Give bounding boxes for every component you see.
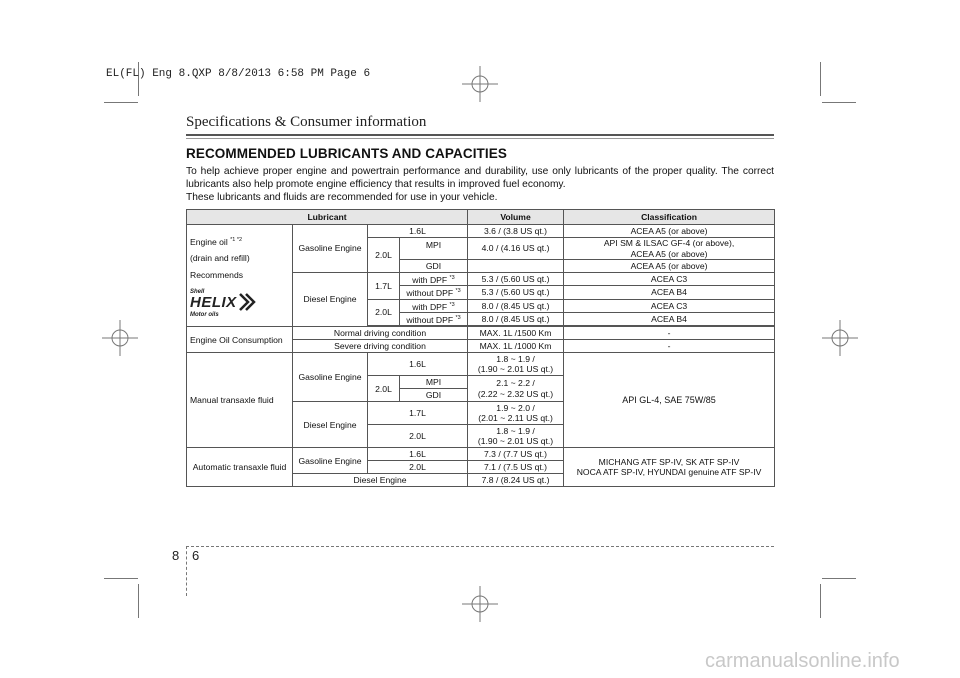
chapter-header: Specifications & Consumer information: [186, 114, 427, 130]
consumption-severe-cls: -: [564, 340, 775, 353]
eo-d-17-with-vol: 5.3 / (5.60 US qt.): [468, 273, 564, 286]
consumption-severe: Severe driving condition: [293, 340, 468, 353]
eo-g-20: 2.0L: [368, 238, 400, 273]
page-divider: [186, 546, 187, 596]
header-classification: Classification: [564, 210, 775, 225]
eo-d-20-with-vol: 8.0 / (8.45 US qt.): [468, 299, 564, 312]
logo-sub: Motor oils: [190, 312, 219, 319]
auto-g-20: 2.0L: [368, 461, 468, 474]
manual-g-20-vol-2: (2.22 ~ 2.32 US qt.): [477, 388, 554, 399]
table-row: [187, 225, 775, 238]
engine-oil-drain: (drain and refill): [190, 253, 250, 264]
eo-d-17-with: with DPF $^{*3}$: [400, 273, 468, 286]
manual-g-20-vol: [468, 376, 564, 402]
auto-g-20-vol: 7.1 / (7.5 US qt.): [468, 461, 564, 474]
manual-d-20-vol-2: (1.90 ~ 2.01 US qt.): [477, 436, 554, 447]
logo-brand: Shell: [190, 289, 205, 296]
engine-oil-label: Engine oil $^{*1 *2}$: [190, 236, 243, 247]
eo-d-20-without-cls: ACEA B4: [564, 313, 775, 326]
manual-g-16: 1.6L: [368, 353, 468, 376]
crop-mark: [820, 62, 821, 96]
auto-g-16-vol: 7.3 / (7.7 US qt.): [468, 448, 564, 461]
footer-rule: [186, 546, 774, 547]
manual-cls: API GL-4, SAE 75W/85: [564, 353, 775, 448]
eo-g-16-cls: ACEA A5 (or above): [564, 225, 775, 238]
engine-oil-cell: [187, 225, 293, 327]
header-rule-thin: [186, 138, 774, 139]
auto-cls-2: NOCA ATF SP-IV, HYUNDAI genuine ATF SP-IV: [576, 467, 762, 478]
table-row: [187, 327, 775, 340]
page-number: 6: [192, 548, 200, 563]
manual-d-20-vol-1: 1.8 ~ 1.9 /: [496, 425, 535, 436]
eo-g-20-mpi-vol: 4.0 / (4.16 US qt.): [468, 238, 564, 260]
consumption-normal: Normal driving condition: [293, 327, 468, 340]
header-rule: [186, 134, 774, 136]
registration-mark-icon: [102, 320, 138, 356]
eo-d-17-without-cls: ACEA B4: [564, 286, 775, 299]
eo-d-20: 2.0L: [368, 299, 400, 326]
eo-d-17-with-cls: ACEA C3: [564, 273, 775, 286]
logo-text: HELIX: [190, 294, 237, 312]
manual-diesel: Diesel Engine: [293, 402, 368, 448]
auto-g-16: 1.6L: [368, 448, 468, 461]
header-lubricant: Lubricant: [187, 210, 468, 225]
manual-g-20-vol-1: 2.1 ~ 2.2 /: [496, 378, 535, 389]
intro-paragraph: These lubricants and fluids are recommended for use in your vehicle.: [186, 192, 498, 203]
eo-g-20-gdi-vol: [468, 260, 564, 273]
eo-gasoline: Gasoline Engine: [293, 225, 368, 273]
manual-d-20-vol: [468, 425, 564, 448]
manual-d-17-vol-2: (2.01 ~ 2.11 US qt.): [478, 413, 553, 424]
automatic-label: Automatic transaxle fluid: [187, 448, 293, 487]
intro-text: [186, 165, 774, 204]
crop-mark: [822, 578, 856, 579]
eo-g-16: 1.6L: [368, 225, 468, 238]
eo-d-17-without-vol: 5.3 / (5.60 US qt.): [468, 286, 564, 299]
print-slug: EL(FL) Eng 8.QXP 8/8/2013 6:58 PM Page 6: [106, 68, 371, 80]
auto-diesel: Diesel Engine: [293, 474, 468, 487]
consumption-severe-vol: MAX. 1L /1000 Km: [468, 340, 564, 353]
registration-mark-icon: [822, 320, 858, 356]
manual-d-20: 2.0L: [368, 425, 468, 448]
crop-mark: [104, 102, 138, 103]
eo-g-20-mpi-cls-2: ACEA A5 (or above): [630, 248, 708, 259]
eo-d-20-with-cls: ACEA C3: [564, 299, 775, 312]
lubricants-table: [186, 209, 775, 487]
eo-d-20-without-vol: 8.0 / (8.45 US qt.): [468, 313, 564, 326]
watermark: carmanualsonline.info: [705, 650, 900, 672]
registration-mark-icon: [462, 586, 498, 622]
manual-gasoline: Gasoline Engine: [293, 353, 368, 402]
eo-d-20-without: without DPF $^{*3}$: [400, 313, 468, 326]
consumption-normal-vol: MAX. 1L /1500 Km: [468, 327, 564, 340]
eo-d-17-without: without DPF $^{*3}$: [400, 286, 468, 299]
eo-g-20-mpi: MPI: [400, 238, 468, 260]
eo-g-20-gdi: GDI: [400, 260, 468, 273]
crop-mark: [104, 578, 138, 579]
manual-g-20-gdi: GDI: [400, 389, 468, 402]
manual-g-16-vol-1: 1.8 ~ 1.9 /: [496, 353, 535, 364]
manual-g-20-mpi: MPI: [400, 376, 468, 389]
table-row: [187, 448, 775, 461]
manual-g-20: 2.0L: [368, 376, 400, 402]
intro-paragraph: To help achieve proper engine and powertrain performance and durability, use only lubricants of the proper quality. The correct lubricants also help promote engine efficiency that results in improved fuel economy.: [186, 166, 774, 190]
eo-g-20-mpi-cls: [564, 238, 775, 260]
eo-g-16-vol: 3.6 / (3.8 US qt.): [468, 225, 564, 238]
manual-d-17-vol: [468, 402, 564, 425]
manual-d-17-vol-1: 1.9 ~ 2.0 /: [496, 402, 535, 413]
engine-oil-recommends: Recommends: [190, 269, 244, 280]
manual-label: Manual transaxle fluid: [187, 353, 293, 448]
auto-gasoline: Gasoline Engine: [293, 448, 368, 474]
consumption-label: Engine Oil Consumption: [187, 327, 293, 353]
eo-g-20-mpi-cls-1: API SM & ILSAC GF-4 (or above),: [603, 238, 735, 248]
eo-d-17: 1.7L: [368, 273, 400, 300]
consumption-normal-cls: -: [564, 327, 775, 340]
chapter-number: 8: [172, 548, 180, 563]
manual-d-17: 1.7L: [368, 402, 468, 425]
section-title: RECOMMENDED LUBRICANTS AND CAPACITIES: [186, 146, 507, 161]
manual-g-16-vol: [468, 353, 564, 376]
auto-diesel-vol: 7.8 / (8.24 US qt.): [468, 474, 564, 487]
crop-mark: [822, 102, 856, 103]
header-volume: Volume: [468, 210, 564, 225]
eo-d-20-with: with DPF $^{*3}$: [400, 299, 468, 312]
table-header-row: [187, 210, 775, 225]
table-row: [187, 353, 775, 376]
registration-mark-icon: [462, 66, 498, 102]
manual-g-16-vol-2: (1.90 ~ 2.01 US qt.): [477, 364, 554, 375]
shell-helix-logo: [190, 286, 260, 318]
eo-diesel: Diesel Engine: [293, 273, 368, 327]
auto-cls-1: MICHANG ATF SP-IV, SK ATF SP-IV: [598, 456, 740, 467]
auto-cls: [564, 448, 775, 487]
eo-g-20-gdi-cls: ACEA A5 (or above): [564, 260, 775, 273]
crop-mark: [820, 584, 821, 618]
crop-mark: [138, 584, 139, 618]
